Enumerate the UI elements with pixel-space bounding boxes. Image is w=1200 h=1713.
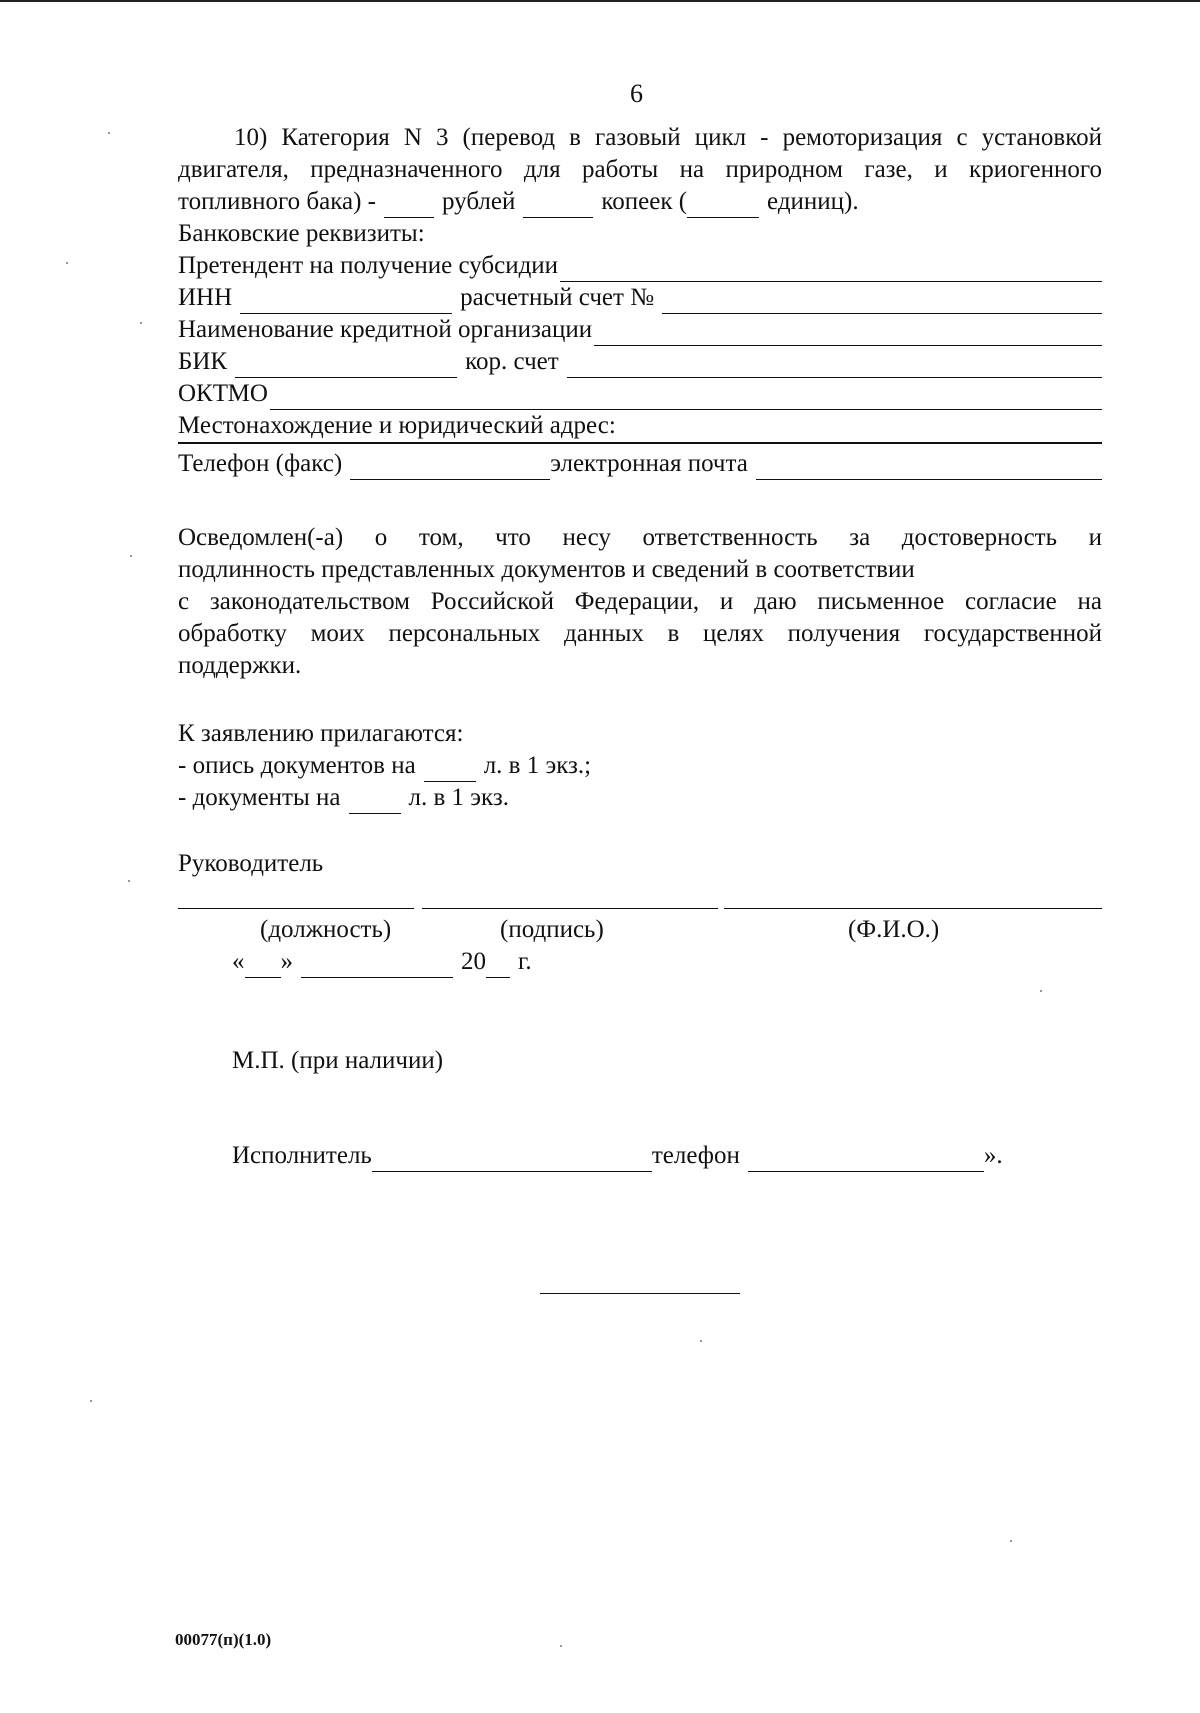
executor-row: [232, 1140, 1003, 1172]
executor-label: Исполнитель: [232, 1142, 372, 1169]
notice-line-2: подлинность представленных документов и сведений в соответствии: [178, 556, 915, 583]
end-rule: [540, 1293, 740, 1294]
corr-label: кор. счет: [465, 348, 559, 375]
inventory-pages-blank[interactable]: [424, 759, 476, 782]
executor-phone-field[interactable]: [748, 1149, 984, 1172]
corr-field[interactable]: [567, 355, 1102, 378]
email-field[interactable]: [756, 457, 1102, 480]
bank-requisites: [178, 218, 1102, 480]
bank-name-field[interactable]: [594, 323, 1102, 346]
rubles-blank[interactable]: [384, 195, 434, 218]
sign-caption: (подпись): [500, 916, 604, 943]
scan-speck: [130, 555, 132, 557]
inn-label: ИНН: [178, 284, 233, 311]
bank-name-row: [178, 314, 1102, 346]
oktmo-label: ОКТМО: [178, 380, 268, 407]
notice-paragraph: [178, 522, 1102, 682]
year-suffix: г.: [518, 948, 532, 975]
category-line-3: [178, 186, 1102, 218]
bik-label: БИК: [178, 348, 228, 375]
scan-speck: [140, 322, 142, 324]
documents-pages-blank[interactable]: [349, 791, 401, 814]
executor-field[interactable]: [372, 1149, 652, 1172]
contact-row: [178, 448, 1102, 480]
notice-line-3: с законодательством Российской Федерации, и даю письменное согласие на: [178, 588, 1102, 615]
scan-speck: [700, 1340, 702, 1342]
phone-label: Телефон (факс): [178, 450, 343, 477]
day-blank[interactable]: [245, 955, 281, 978]
account-field[interactable]: [662, 291, 1102, 314]
account-label: расчетный счет №: [460, 284, 655, 311]
scan-top-edge: [0, 0, 1200, 2]
address-row: [178, 410, 1102, 444]
inn-field[interactable]: [240, 291, 452, 314]
attachments-header: К заявлению прилагаются:: [178, 720, 464, 747]
fio-line[interactable]: [724, 908, 1102, 909]
signature-line[interactable]: [422, 908, 718, 909]
category-line-1: 10) Категория N 3 (перевод в газовый цикл - ремоторизация с установкой: [234, 124, 1102, 151]
oktmo-row: [178, 378, 1102, 410]
fio-caption: (Ф.И.О.): [848, 916, 940, 943]
head-label: Руководитель: [178, 850, 324, 877]
bik-row: [178, 346, 1102, 378]
category-paragraph: [178, 122, 1102, 218]
phone-field[interactable]: [350, 457, 550, 480]
category-line-2: двигателя, предназначенного для работы на природном газе, и криогенного: [178, 156, 1102, 183]
kopecks-blank[interactable]: [523, 195, 593, 218]
scan-speck: [1010, 1540, 1012, 1542]
date-close-quote: »: [280, 948, 293, 975]
attachment-item-2: [178, 782, 1102, 814]
units-blank[interactable]: [687, 195, 759, 218]
kopecks-label: копеек (: [601, 188, 688, 215]
date-row: [232, 946, 532, 978]
applicant-row: [178, 250, 1102, 282]
month-blank[interactable]: [301, 955, 453, 978]
email-label: электронная почта: [550, 450, 748, 477]
attachments: [178, 718, 1102, 814]
notice-line-1: Осведомлен(-а) о том, что несу ответственность за достоверность и: [178, 524, 1102, 551]
year-blank[interactable]: [486, 955, 510, 978]
page-number: 6: [630, 79, 643, 108]
oktmo-field[interactable]: [270, 387, 1102, 410]
position-line[interactable]: [178, 908, 414, 909]
scan-speck: [66, 262, 68, 264]
bank-name-label: Наименование кредитной организации: [178, 316, 593, 343]
address-label: Местонахождение и юридический адрес:: [178, 412, 616, 439]
scan-speck: [90, 1400, 92, 1402]
inn-row: [178, 282, 1102, 314]
category-fuel-tank-text: топливного бака) -: [178, 188, 376, 215]
inventory-copies: л. в 1 экз.;: [483, 752, 592, 779]
footer-code: 00077(п)(1.0): [175, 1630, 272, 1649]
documents-copies: л. в 1 экз.: [408, 784, 509, 811]
executor-end: ».: [983, 1142, 1003, 1169]
bik-field[interactable]: [235, 355, 457, 378]
notice-line-4: обработку моих персональных данных в целях получения государственной: [178, 620, 1102, 647]
applicant-label: Претендент на получение субсидии: [178, 252, 559, 279]
attachment-item-1: [178, 750, 1102, 782]
applicant-field[interactable]: [560, 259, 1102, 282]
executor-phone-label: телефон: [651, 1142, 740, 1169]
documents-label: - документы на: [178, 784, 341, 811]
scan-speck: [560, 1645, 562, 1647]
year-prefix: 20: [461, 948, 486, 975]
position-caption: (должность): [260, 916, 392, 943]
scan-speck: [128, 880, 130, 882]
scan-speck: [108, 132, 110, 134]
rubles-label: рублей: [441, 188, 516, 215]
bank-header: Банковские реквизиты:: [178, 220, 425, 247]
scan-speck: [1040, 990, 1042, 992]
units-label: единиц).: [767, 188, 859, 215]
notice-line-5: поддержки.: [178, 652, 302, 679]
stamp-label: М.П. (при наличии): [232, 1047, 444, 1074]
date-open-quote: «: [232, 948, 245, 975]
inventory-label: - опись документов на: [178, 752, 416, 779]
